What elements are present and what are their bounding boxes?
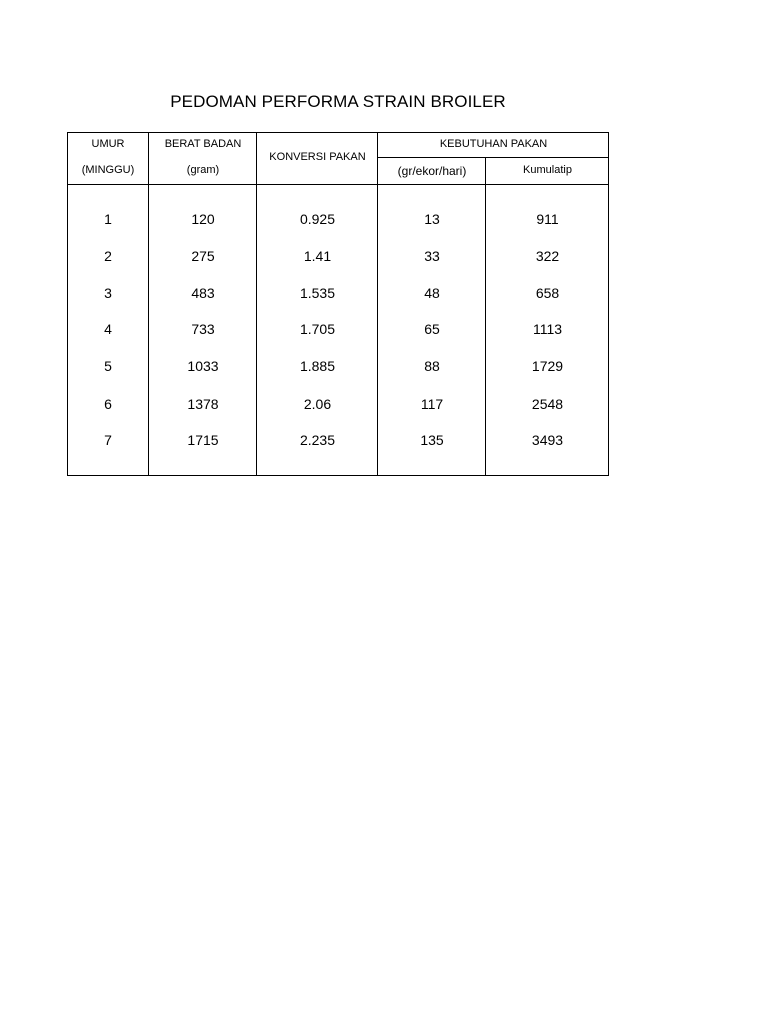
header-kebutuhan-pakan: KEBUTUHAN PAKAN xyxy=(439,138,548,150)
table-cell: 733 xyxy=(191,321,215,337)
table-cell: 275 xyxy=(191,248,215,264)
header-berat-unit: (gram) xyxy=(186,164,220,176)
table-cell: 2.06 xyxy=(303,396,332,412)
table-cell: 135 xyxy=(420,432,444,448)
table-cell: 117 xyxy=(420,396,444,412)
header-berat-badan: BERAT BADAN xyxy=(164,138,242,150)
performance-table xyxy=(67,132,609,476)
table-cell: 48 xyxy=(424,285,440,301)
table-cell: 1.41 xyxy=(303,248,332,264)
header-konversi-pakan: KONVERSI PAKAN xyxy=(269,151,366,163)
header-kebutuhan-cumulative: Kumulatip xyxy=(523,164,572,176)
table-cell: 3 xyxy=(104,285,112,301)
table-cell: 3493 xyxy=(531,432,564,448)
header-divider xyxy=(67,184,609,185)
subheader-divider xyxy=(377,157,609,158)
table-cell: 2.235 xyxy=(299,432,336,448)
table-cell: 1.705 xyxy=(299,321,336,337)
header-umur-unit: (MINGGU) xyxy=(81,164,135,176)
header-kebutuhan-daily: (gr/ekor/hari) xyxy=(397,164,467,178)
table-cell: 65 xyxy=(424,321,440,337)
table-cell: 483 xyxy=(191,285,215,301)
table-cell: 7 xyxy=(104,432,112,448)
table-cell: 1.535 xyxy=(299,285,336,301)
table-cell: 1113 xyxy=(532,321,563,337)
table-cell: 2548 xyxy=(531,396,564,412)
table-cell: 4 xyxy=(104,321,112,337)
table-cell: 1378 xyxy=(187,396,219,412)
table-cell: 911 xyxy=(536,211,559,227)
table-cell: 33 xyxy=(424,248,440,264)
table-cell: 1729 xyxy=(531,358,564,374)
header-umur: UMUR xyxy=(91,138,125,150)
table-cell: 1715 xyxy=(187,432,219,448)
table-cell: 0.925 xyxy=(299,211,336,227)
column-divider xyxy=(485,157,486,476)
table-cell: 658 xyxy=(535,285,560,301)
table-cell: 2 xyxy=(104,248,112,264)
table-cell: 322 xyxy=(535,248,560,264)
table-cell: 5 xyxy=(104,358,112,374)
table-cell: 13 xyxy=(424,211,440,227)
page-title: PEDOMAN PERFORMA STRAIN BROILER xyxy=(170,92,506,111)
table-cell: 1.885 xyxy=(299,358,336,374)
table-cell: 120 xyxy=(191,211,215,227)
table-cell: 6 xyxy=(104,396,112,412)
table-cell: 1033 xyxy=(187,358,219,374)
table-cell: 1 xyxy=(104,211,112,227)
table-cell: 88 xyxy=(424,358,440,374)
